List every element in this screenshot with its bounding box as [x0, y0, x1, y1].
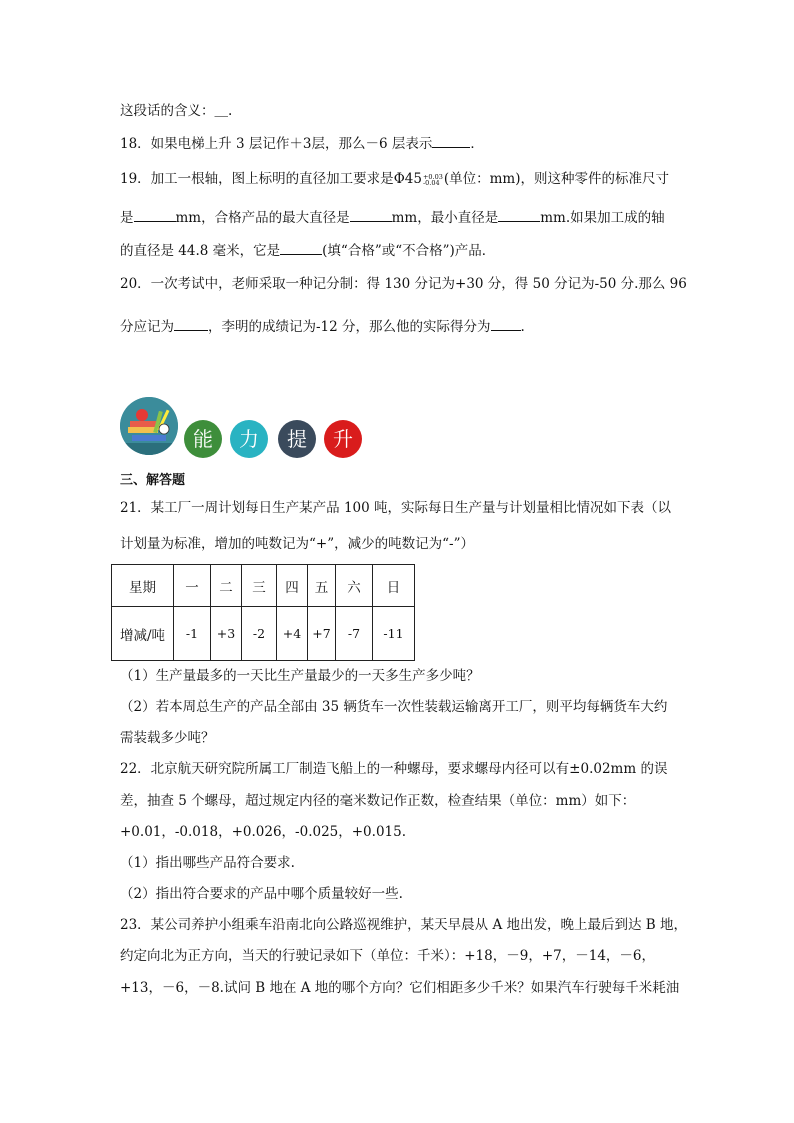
q19-blank-2 [350, 207, 392, 222]
q21-line1: 21．某工厂一周计划每日生产某产品 100 吨，实际每日生产量与计划量相比情况如下表（以 [120, 500, 672, 516]
section-badge-2: 力 [230, 420, 268, 458]
q20-l2-c: . [520, 319, 525, 335]
q18-blank [432, 133, 470, 148]
section-title: 三、解答题 [120, 473, 186, 488]
table-cell: 六 [336, 565, 373, 607]
q19-tol-lower: -0.04 [422, 178, 440, 187]
table-cell: 四 [277, 565, 308, 607]
table-cell: 五 [308, 565, 336, 607]
table-row-weekday [112, 565, 415, 607]
q22-line3: +0.01，-0.018，+0.026，-0.025，+0.015. [120, 824, 406, 840]
q18 [120, 133, 484, 154]
q19-l3-a: 的直径是 44.8 毫米，它是 [120, 243, 281, 259]
q19-l2-d: mm.如果加工成的轴 [540, 210, 665, 226]
q19-l2-c: mm，最小直径是 [391, 210, 499, 226]
table-cell: +7 [308, 607, 336, 661]
q19-tol-upper: +0.03 [422, 172, 443, 181]
q20-l2-a: 分应记为 [120, 319, 174, 335]
q20-line1: 20．一次考试中，老师采取一种记分制：得 130 分记为+30 分，得 50 分记为-50 分.那么 96 [120, 276, 687, 292]
q19-l3-b: (填“合格”或“不合格”)产品． [322, 243, 496, 259]
table-cell: +3 [211, 607, 242, 661]
section-badge-1: 能 [184, 420, 222, 458]
section-logo-image [120, 397, 178, 455]
table-cell: -1 [174, 607, 211, 661]
q22-sub2: （2）指出符合要求的产品中哪个质量较好一些. [120, 886, 403, 902]
q22-line2: 差，抽查 5 个螺母，超过规定内径的毫米数记作正数，检查结果（单位：mm）如下： [120, 793, 636, 809]
q21-sub2-line2: 需装载多少吨？ [120, 730, 215, 746]
q20-l2-b: ，李明的成绩记为-12 分，那么他的实际得分为 [208, 319, 491, 335]
q18-text-a: 18．如果电梯上升 3 层记作＋3层，那么－6 层表示 [120, 136, 433, 152]
q21-sub2-line1: （2）若本周总生产的产品全部由 35 辆货车一次性装载运输离开工厂，则平均每辆货车大约 [120, 699, 668, 715]
table-header-cell: 增减/吨 [112, 607, 174, 661]
q19-l2-a: 是 [120, 210, 134, 226]
q22-line1: 22．北京航天研究院所属工厂制造飞船上的一种螺母，要求螺母内径可以有±0.02mm 的误 [120, 761, 668, 777]
books-apple-illustration [120, 397, 178, 455]
q19-text-a: 19．加工一根轴，图上标明的直径加工要求是 [120, 171, 394, 187]
table-row-change [112, 607, 415, 661]
table-cell: -11 [373, 607, 415, 661]
q19-l2-b: mm，合格产品的最大直径是 [175, 210, 350, 226]
q19-blank-4 [280, 240, 322, 255]
q19-blank-3 [498, 207, 540, 222]
q23-line1: 23．某公司养护小组乘车沿南北向公路巡视维护，某天早晨从 A 地出发，晚上最后到达 B 地， [120, 917, 688, 933]
q19-line1 [120, 169, 669, 189]
section-badge-3: 提 [278, 420, 316, 458]
q19-text-b: (单位：mm)，则这种零件的标准尺寸 [443, 171, 669, 187]
q21-table [111, 564, 415, 661]
table-cell: -7 [336, 607, 373, 661]
table-cell: 一 [174, 565, 211, 607]
q19-blank-1 [134, 207, 176, 222]
q19-phi: Φ45 [393, 171, 422, 187]
table-cell: 日 [373, 565, 415, 607]
q20-line2 [120, 316, 525, 337]
q22-sub1: （1）指出哪些产品符合要求. [120, 855, 295, 871]
q18-text-b: ． [470, 136, 484, 152]
q19-tolerance [423, 174, 443, 186]
q19-line3 [120, 240, 495, 261]
q17-tail: 这段话的含义：＿. [120, 103, 233, 119]
q21-line2: 计划量为标准，增加的吨数记为“+”，减少的吨数记为“-”） [120, 536, 474, 552]
table-cell: 二 [211, 565, 242, 607]
q20-blank-2 [491, 316, 521, 331]
q20-blank-1 [174, 316, 208, 331]
table-cell: 三 [242, 565, 277, 607]
q21-sub1: （1）生产量最多的一天比生产量最少的一天多生产多少吨？ [120, 668, 480, 684]
table-cell: -2 [242, 607, 277, 661]
q23-line2: 约定向北为正方向，当天的行驶记录如下（单位：千米）：+18，－9，+7，－14，－6， [120, 948, 655, 964]
q19-line2 [120, 207, 665, 228]
table-cell: +4 [277, 607, 308, 661]
q23-line3: +13，－6，－8.试问 B 地在 A 地的哪个方向？它们相距多少千米？如果汽车行驶每千米耗油 [120, 980, 680, 996]
table-header-cell: 星期 [112, 565, 174, 607]
section-badge-4: 升 [324, 420, 362, 458]
